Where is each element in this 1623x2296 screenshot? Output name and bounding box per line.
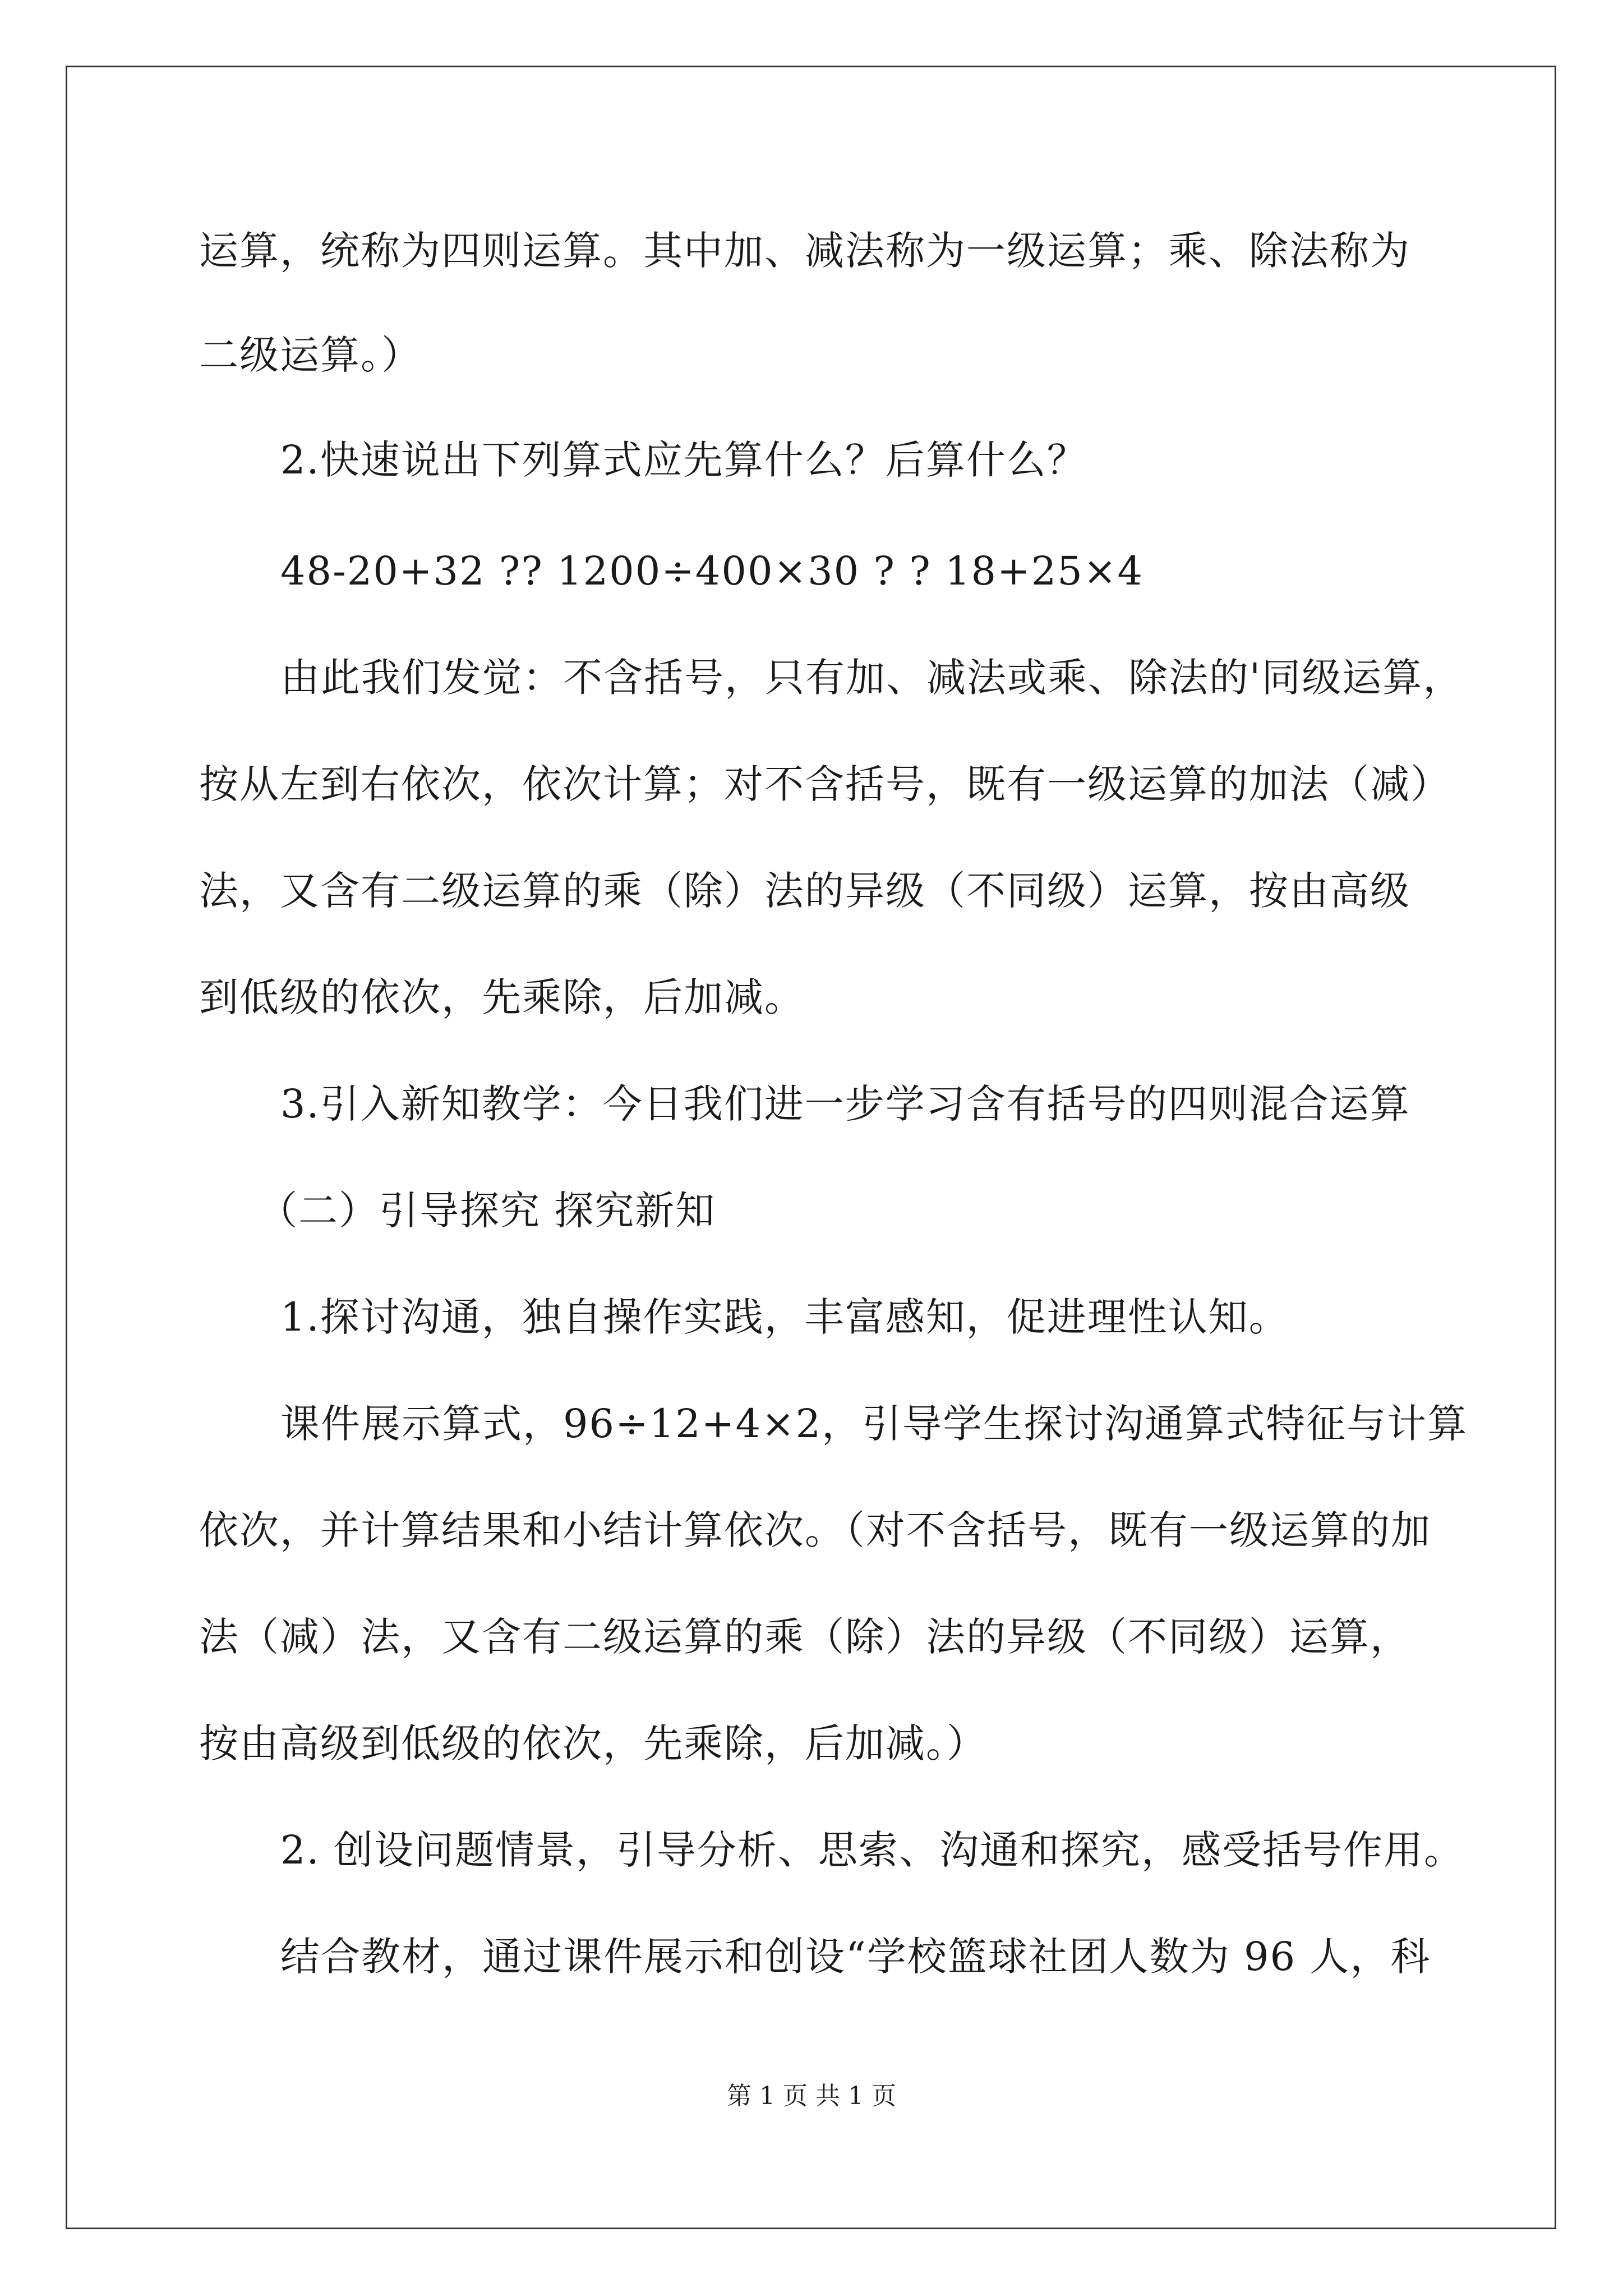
text-line: 二级运算。） (199, 332, 422, 378)
text-line: 按从左到右依次，依次计算；对不含括号，既有一级运算的加法（减） (199, 761, 1451, 807)
page-number-footer: 第 1 页 共 1 页 (727, 2082, 896, 2110)
text-line: 1.探讨沟通，独自操作实践，丰富感知，促进理性认知。 (280, 1294, 1289, 1340)
text-line: 到低级的依次，先乘除，后加减。 (199, 974, 805, 1020)
text-line: 2.快速说出下列算式应先算什么？后算什么？ (280, 437, 1087, 483)
text-line: 结合教材，通过课件展示和创设“学校篮球社团人数为 96 人，科 (280, 1934, 1431, 1980)
text-line: 依次，并计算结果和小结计算依次。（对不含括号，既有一级运算的加 (199, 1507, 1431, 1553)
text-line: 法，又含有二级运算的乘（除）法的异级（不同级）运算，按由高级 (199, 868, 1410, 914)
text-line: 3.引入新知教学：今日我们进一步学习含有括号的四则混合运算 (280, 1081, 1410, 1127)
text-line: 课件展示算式，96÷12+4×2，引导学生探讨沟通算式特征与计算 (280, 1401, 1468, 1447)
formula-line: 48-20+32 ?? 1200÷400×30 ? ? 18+25×4 (280, 548, 1144, 594)
page-border (66, 66, 1556, 2229)
section-heading: （二）引导探究 探究新知 (258, 1188, 716, 1234)
text-line: 运算，统称为四则运算。其中加、减法称为一级运算；乘、除法称为 (199, 228, 1410, 274)
text-line: 按由高级到低级的依次，先乘除，后加减。） (199, 1720, 987, 1766)
text-line: 2. 创设问题情景，引导分析、思索、沟通和探究，感受括号作用。 (280, 1827, 1465, 1873)
text-line: 由此我们发觉：不含括号，只有加、减法或乘、除法的'同级运算， (280, 655, 1464, 701)
text-line: 法（减）法，又含有二级运算的乘（除）法的异级（不同级）运算， (199, 1614, 1410, 1660)
